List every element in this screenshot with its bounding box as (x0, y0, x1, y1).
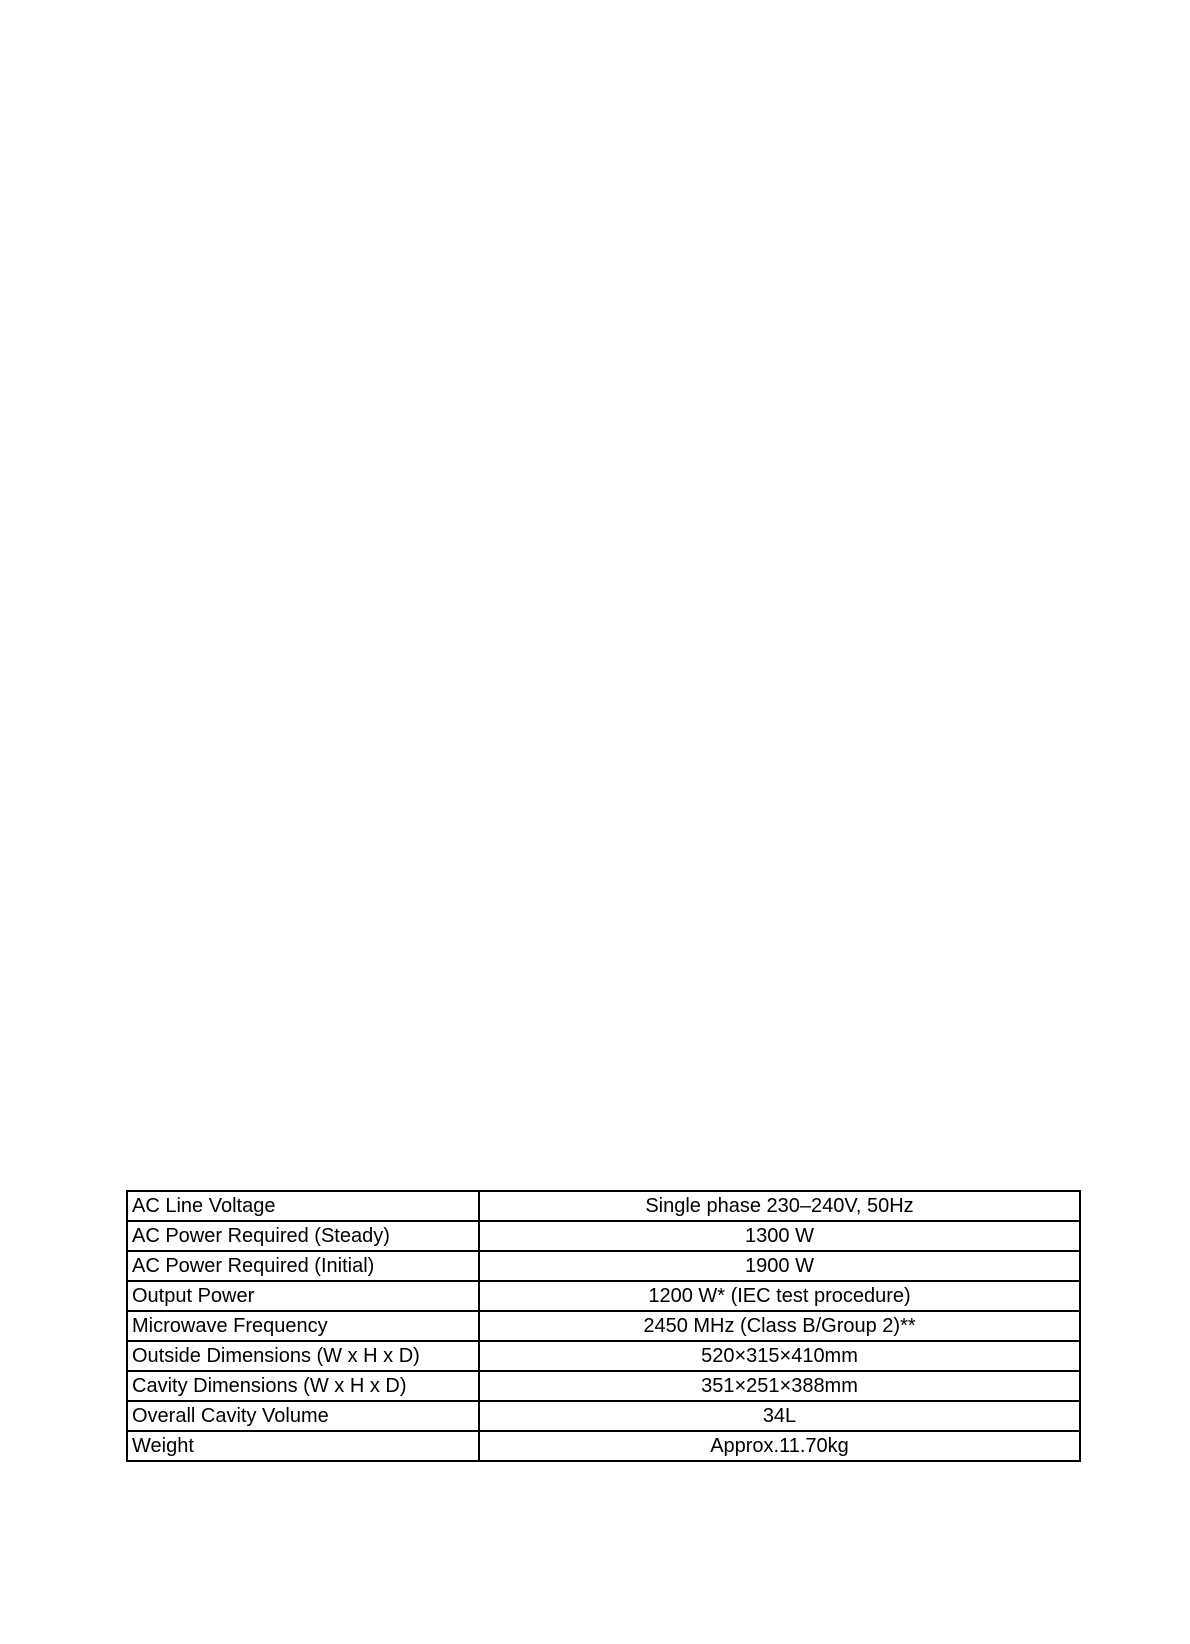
table-row (127, 1401, 1080, 1431)
spec-value: 351×251×388mm (479, 1371, 1080, 1401)
table-row (127, 1431, 1080, 1461)
spec-value: 1900 W (479, 1251, 1080, 1281)
spec-value: 34L (479, 1401, 1080, 1431)
table-row (127, 1311, 1080, 1341)
spec-label: AC Power Required (Initial) (127, 1251, 479, 1281)
spec-value: 1300 W (479, 1221, 1080, 1251)
table-row (127, 1251, 1080, 1281)
table-row (127, 1221, 1080, 1251)
spec-label: Weight (127, 1431, 479, 1461)
spec-value: Single phase 230–240V, 50Hz (479, 1191, 1080, 1221)
spec-label: Overall Cavity Volume (127, 1401, 479, 1431)
spec-value: 1200 W* (IEC test procedure) (479, 1281, 1080, 1311)
table-row (127, 1281, 1080, 1311)
spec-label: Output Power (127, 1281, 479, 1311)
table-row (127, 1371, 1080, 1401)
table-row (127, 1191, 1080, 1221)
spec-label: Outside Dimensions (W x H x D) (127, 1341, 479, 1371)
spec-value: Approx.11.70kg (479, 1431, 1080, 1461)
spec-value: 520×315×410mm (479, 1341, 1080, 1371)
table-row (127, 1341, 1080, 1371)
specifications-table (126, 1190, 1081, 1462)
spec-label: AC Power Required (Steady) (127, 1221, 479, 1251)
spec-value: 2450 MHz (Class B/Group 2)** (479, 1311, 1080, 1341)
spec-label: AC Line Voltage (127, 1191, 479, 1221)
spec-label: Microwave Frequency (127, 1311, 479, 1341)
spec-label: Cavity Dimensions (W x H x D) (127, 1371, 479, 1401)
